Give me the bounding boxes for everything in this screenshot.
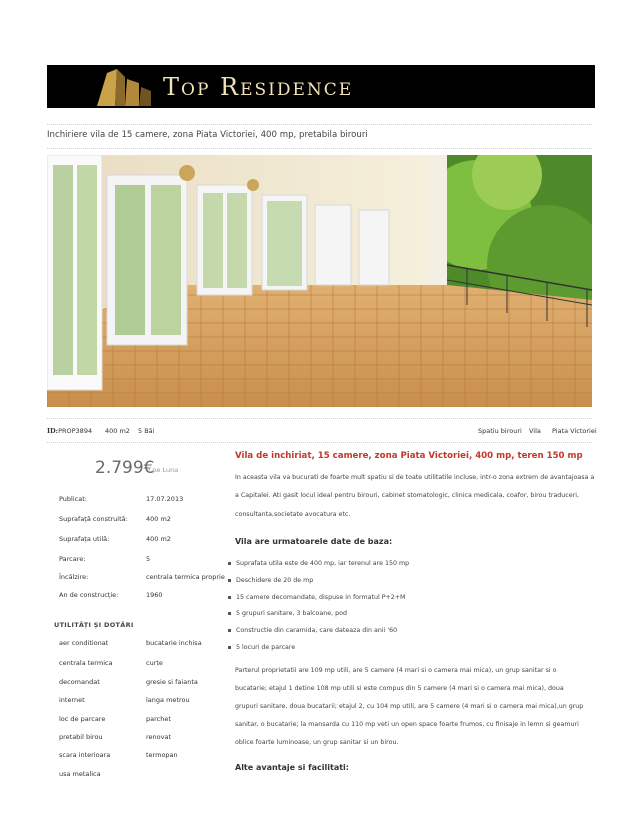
fact-row: Publicat: 17.07.2013 — [59, 495, 184, 503]
list-item: 15 camere decomandate, dispuse in formatul P+2+M — [228, 594, 406, 601]
description-text: a Capitalei. Ati gasit locul ideal pentru birouri, cabinet stomatologic, clinica medicala, coafor, birou traduceri, — [235, 492, 579, 499]
list-item: Suprafata utila este de 400 mp, iar terenul are 150 mp — [228, 560, 409, 567]
fact-row: An de construcție: 1960 — [59, 591, 163, 599]
tag-link[interactable]: Spatiu birouri — [478, 427, 522, 435]
utilities-heading: UTILITĂȚI ȘI DOTĂRI — [54, 621, 134, 629]
fact-row: Parcare: 5 — [59, 555, 151, 563]
utility-item: termopan — [146, 751, 178, 759]
description-text: consultanta,societate avocatura etc. — [235, 511, 351, 518]
fact-row: Încălzire: centrala termica proprie — [59, 573, 225, 581]
advantages-heading: Alte avantaje si facilitati: — [235, 763, 349, 772]
divider — [47, 442, 592, 443]
description-text: In aceasta vila va bucurati de foarte mult spatiu si de toate utilitatile incluse, intr-o zona extrem de avantajoasa a — [235, 474, 595, 481]
utility-item: decomandat — [59, 678, 100, 686]
header-banner — [47, 65, 595, 108]
brand-name[interactable]: Top Residence — [163, 73, 354, 101]
list-item: Deschidere de 20 de mp — [228, 577, 313, 584]
list-item: Constructie din caramida, care dateaza din anii '60 — [228, 627, 397, 634]
divider — [47, 148, 592, 149]
fact-row: Suprafață construită: 400 m2 — [59, 515, 171, 523]
building-logo-icon — [95, 67, 153, 106]
utility-item: gresie si faianta — [146, 678, 198, 686]
utility-item: usa metalica — [59, 770, 101, 778]
fact-row: Suprafața utilă: 400 m2 — [59, 535, 171, 543]
property-id: ID:PROP3894 — [47, 427, 93, 435]
utility-item: aer conditionat — [59, 639, 109, 647]
utility-item: scara interioara — [59, 751, 111, 759]
description-text: grupuri sanitare, doua bucatarii; etajul 2, cu 104 mp utili, are 5 camere (4 mari si o camera mai mica),un grup — [235, 703, 584, 710]
property-meta-row — [47, 427, 597, 439]
utility-item: bucatarie inchisa — [146, 639, 202, 647]
price-unit: / pe Luna — [148, 466, 179, 474]
utility-item: renovat — [146, 733, 172, 741]
description-text: Parterul proprietatii are 109 mp utili, are 5 camere (4 mari si o camera mai mica), un grup sanitar si o — [235, 667, 557, 674]
divider — [47, 418, 592, 419]
tag-link[interactable]: Vila — [529, 427, 541, 435]
basics-heading: Vila are urmatoarele date de baza: — [235, 537, 393, 546]
price: 2.799€ — [95, 458, 155, 478]
utility-item: internet — [59, 696, 85, 704]
utility-item: parchet — [146, 715, 171, 723]
utility-item: pretabil birou — [59, 733, 103, 741]
property-photo[interactable] — [47, 155, 592, 407]
list-item: 5 locuri de parcare — [228, 644, 295, 651]
description-text: sanitar, o bucatarie; la mansarda cu 110 mp veti un open space foarte frumos, cu finisaje in lemn si geamuri — [235, 721, 579, 728]
utility-item: loc de parcare — [59, 715, 106, 723]
property-baths: 5 Băi — [138, 427, 155, 435]
list-item: 5 grupuri sanitare, 3 balcoane, pod — [228, 610, 347, 617]
property-area: 400 m2 — [105, 427, 130, 435]
tag-link[interactable]: Piata Victoriei — [552, 427, 597, 435]
page-title: Inchiriere vila de 15 camere, zona Piata Victoriei, 400 mp, pretabila birouri — [47, 130, 368, 140]
description-text: bucatarie; etajul 1 detine 108 mp utili si este compus din 5 camere (4 mari si o camera mai mica), doua — [235, 685, 564, 692]
description-text: oblice foarte luminoase, un grup sanitar si un birou. — [235, 739, 399, 746]
utility-item: langa metrou — [146, 696, 190, 704]
divider — [47, 124, 592, 125]
utility-item: centrala termica — [59, 659, 113, 667]
description-title: Vila de inchiriat, 15 camere, zona Piata Victoriei, 400 mp, teren 150 mp — [235, 451, 583, 461]
utility-item: curte — [146, 659, 163, 667]
